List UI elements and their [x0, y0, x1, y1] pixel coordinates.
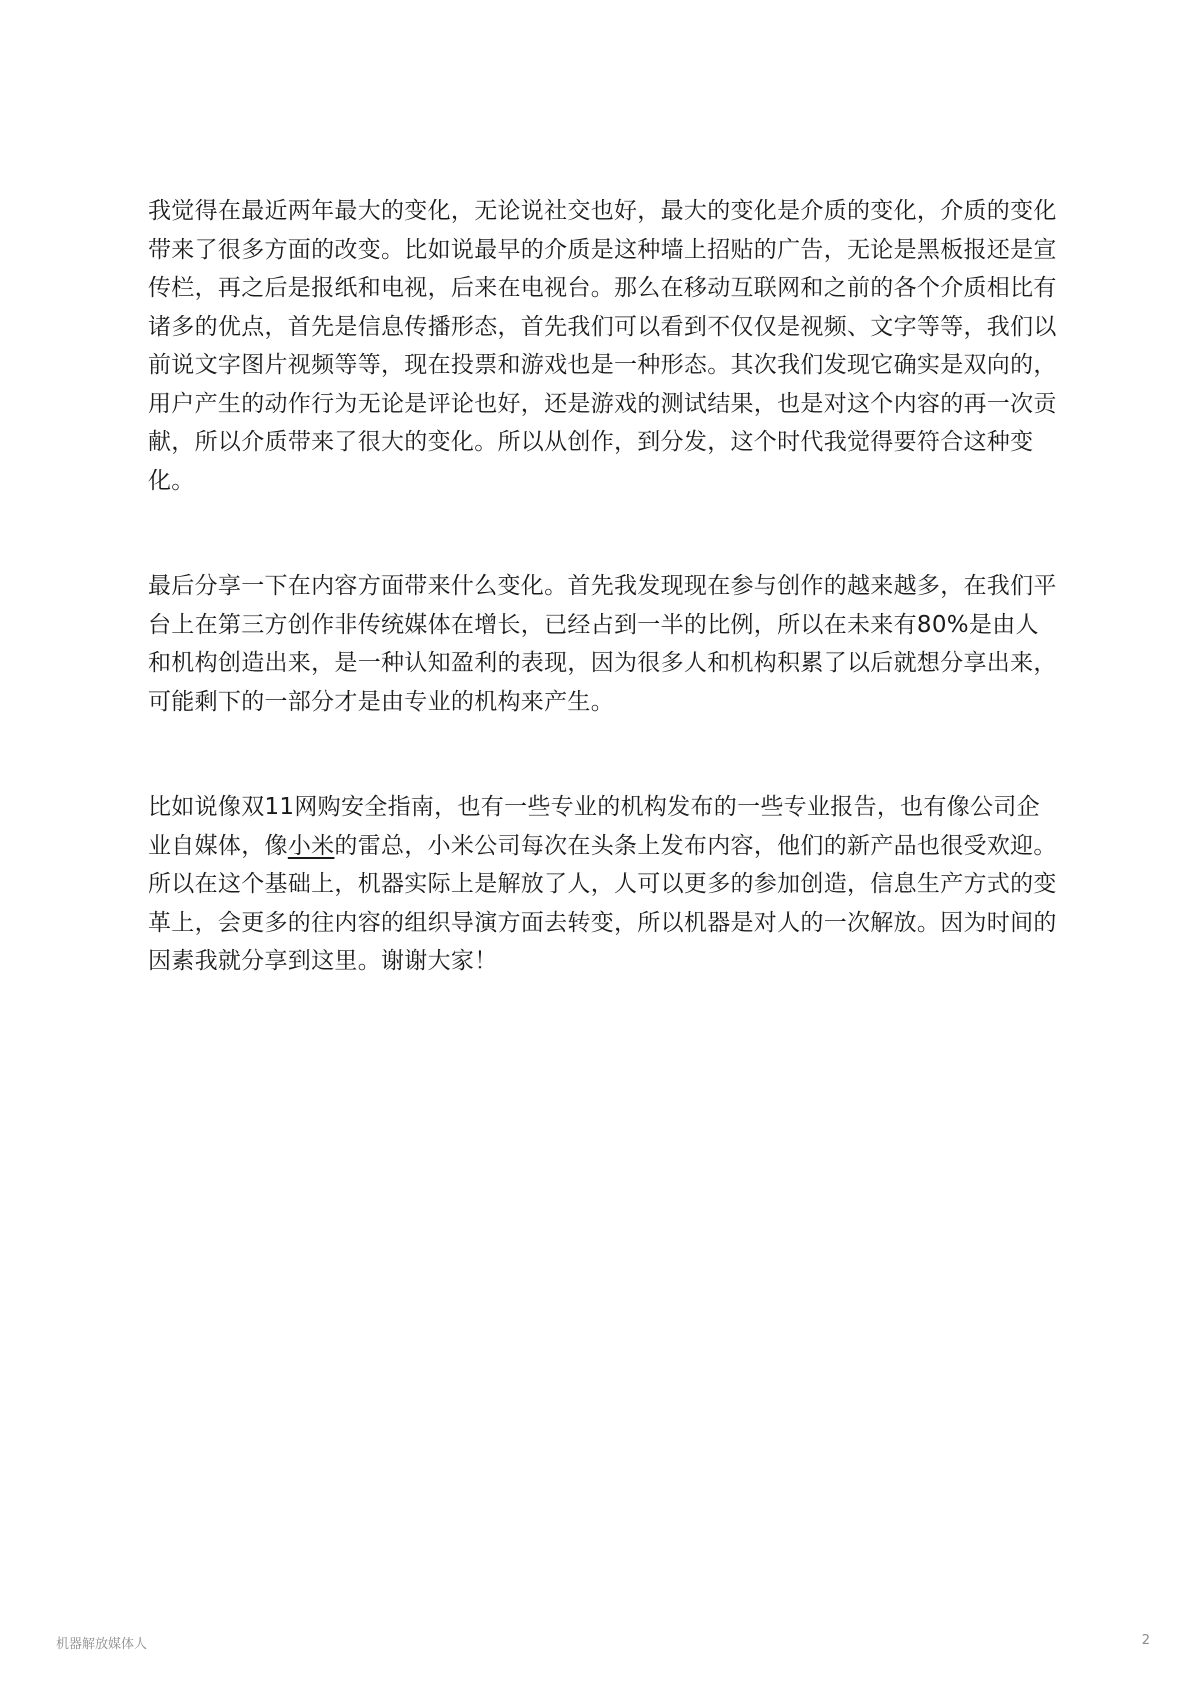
- footer-page-number: 2: [1141, 1633, 1150, 1648]
- paragraph-3-text-after: 的雷总，小米公司每次在头条上发布内容，他们的新产品也很受欢迎。所以在这个基础上，机器实际上是解放了人，人可以更多的参加创造，信息生产方式的变革上，会更多的往内容的组织导演方面去转变，所以机器是对人的一次解放。因为时间的因素我就分享到这里。谢谢大家！: [148, 832, 1057, 974]
- paragraph-3-text-before: 比如说像双11网购安全指南，也有一些专业的机构发布的一些专业报告，也有像公司企业自媒体，像: [148, 794, 1040, 859]
- paragraph-3: [148, 788, 1058, 981]
- xiaomi-link[interactable]: 小米: [287, 832, 335, 859]
- paragraph-2: 最后分享一下在内容方面带来什么变化。首先我发现现在参与创作的越来越多，在我们平台上在第三方创作非传统媒体在增长，已经占到一半的比例，所以在未来有80%是由人和机构创造出来，是一种认知盈利的表现，因为很多人和机构积累了以后就想分享出来，可能剩下的一部分才是由专业的机构来产生。: [148, 573, 1057, 715]
- footer-document-title: 机器解放媒体人: [56, 1637, 148, 1652]
- paragraph-1: 我觉得在最近两年最大的变化，无论说社交也好，最大的变化是介质的变化，介质的变化带来了很多方面的改变。比如说最早的介质是这种墙上招贴的广告，无论是黑板报还是宣传栏，再之后是报纸和电视，后来在电视台。那么在移动互联网和之前的各个介质相比有诸多的优点，首先是信息传播形态，首先我们可以看到不仅仅是视频、文字等等，我们以前说文字图片视频等等，现在投票和游戏也是一种形态。其次我们发现它确实是双向的，用户产生的动作行为无论是评论也好，还是游戏的测试结果，也是对这个内容的再一次贡献，所以介质带来了很大的变化。所以从创作，到分发，这个时代我觉得要符合这种变化。: [148, 198, 1057, 494]
- document-body: [148, 192, 1058, 981]
